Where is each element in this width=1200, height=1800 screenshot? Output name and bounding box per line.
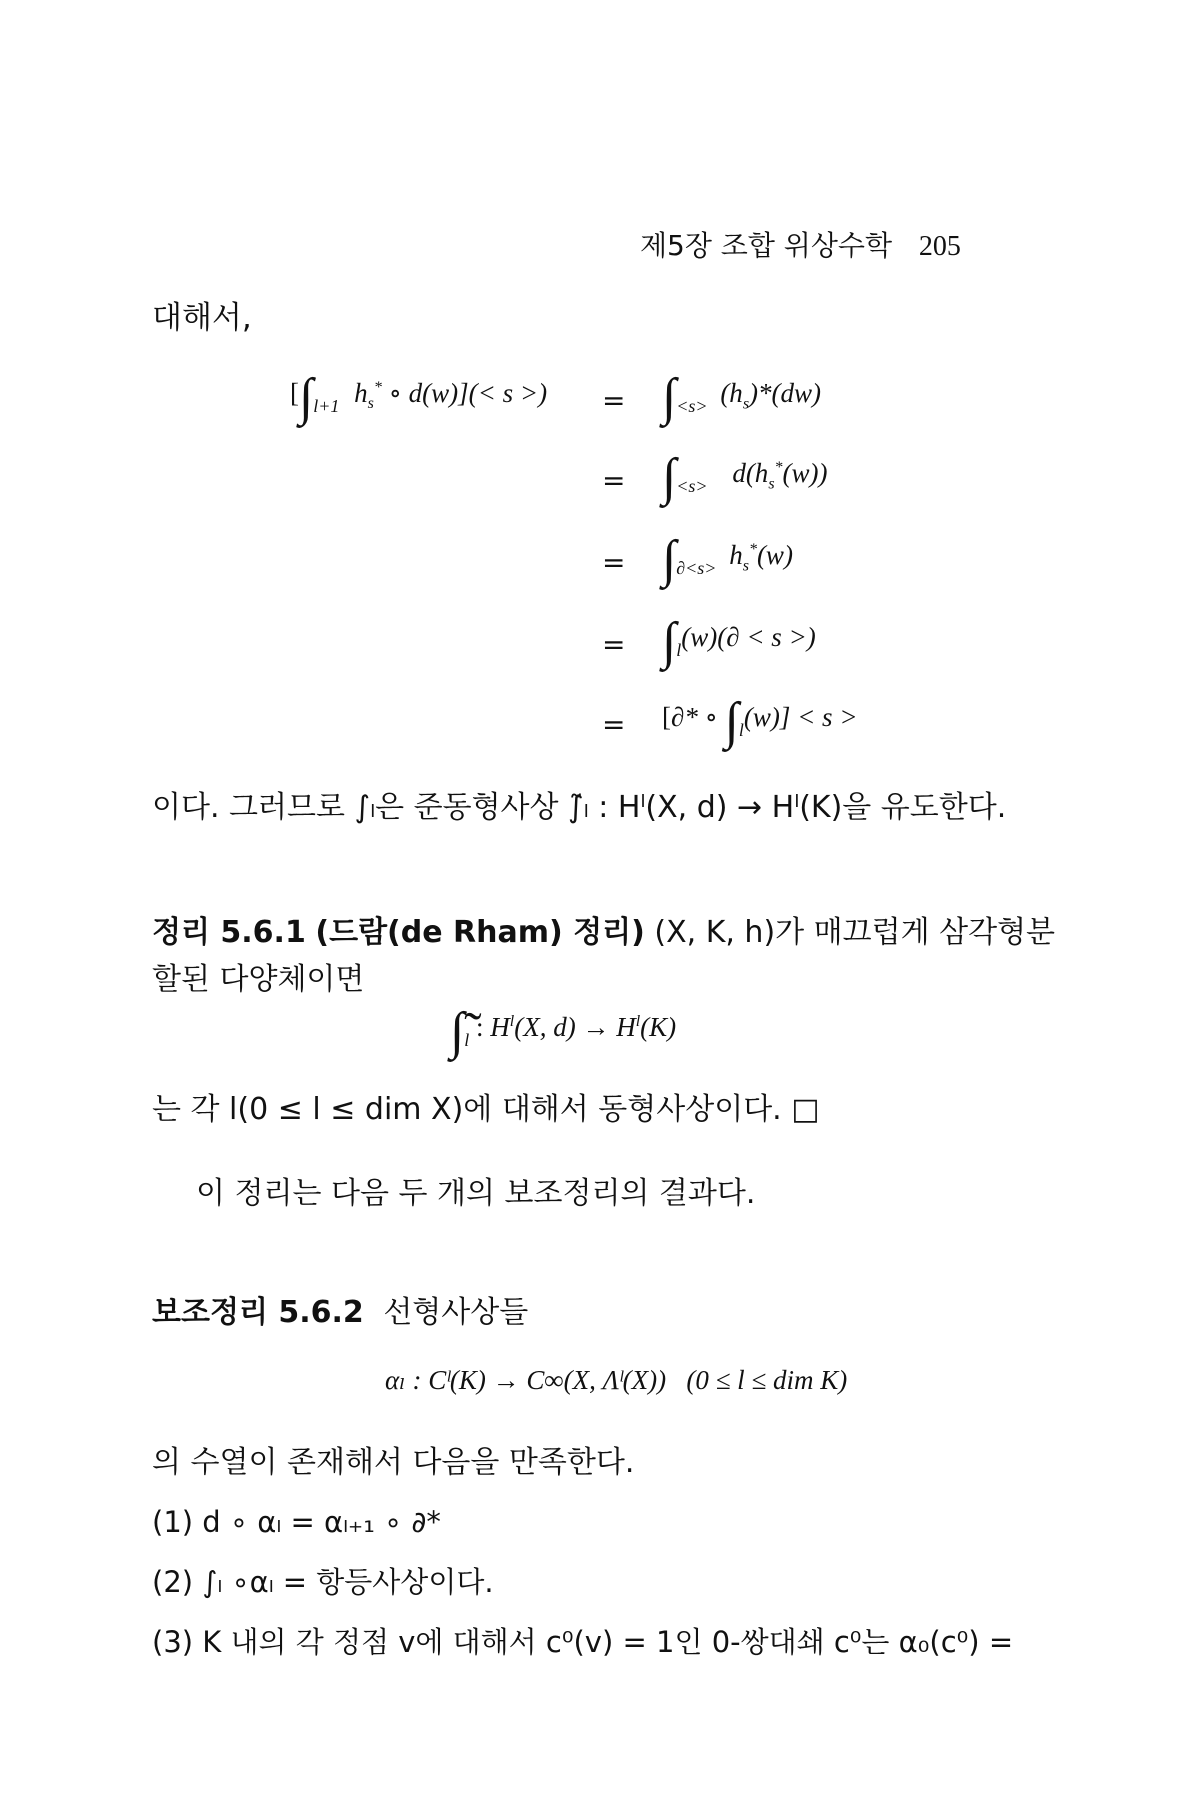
theorem-label: 정리 5.6.1: [152, 915, 306, 950]
theorem-title: (드람(de Rham) 정리): [315, 915, 645, 950]
lemma-display: αₗ : Cˡ(K) → C∞(X, Λˡ(X)) (0 ≤ l ≤ dim K): [385, 1365, 848, 1395]
lemma-heading: [152, 1295, 528, 1331]
running-header: [640, 224, 961, 264]
chapter-title: 제5장 조합 위상수학: [640, 229, 893, 262]
intro-text: 대해서,: [152, 300, 252, 336]
equals-sign: =: [602, 708, 626, 741]
derivation-step-5: [∂* ∘ $\int_l(w)] < s$ >: [662, 693, 858, 750]
lemma-item-2: (2) ∫ₗ ∘αₗ = 항등사상이다.: [152, 1565, 494, 1599]
lemma-intro: 선형사상들: [383, 1295, 529, 1330]
theorem-tail: 는 각 l(0 ≤ l ≤ dim X)에 대해서 동형사상이다. □: [152, 1092, 820, 1127]
theorem-statement: (X, K, h)가 매끄럽게 삼각형분: [654, 915, 1056, 950]
equals-sign: =: [602, 464, 626, 497]
lemma-item-1: (1) d ∘ αₗ = αₗ₊₁ ∘ ∂*: [152, 1505, 441, 1539]
remark-text: 이 정리는 다음 두 개의 보조정리의 결과다.: [196, 1176, 756, 1211]
derivation-lhs: [$\int_{l+1}$ $h_s^*$ ∘ d(w)](< s >): [290, 369, 548, 426]
conclusion-text: 이다. 그러므로 ∫ₗ은 준동형사상 ∫̃ₗ : Hˡ(X, d) → Hˡ(K)을 유도한다.: [152, 790, 1007, 825]
equals-sign: =: [602, 546, 626, 579]
theorem-line-2: 할된 다양체이면: [152, 962, 365, 997]
derivation-step-3: $\int_{\partial<s>}$ $h_s^*(w)$: [662, 531, 793, 588]
lemma-label: 보조정리 5.6.2: [152, 1295, 364, 1330]
lemma-after: 의 수열이 존재해서 다음을 만족한다.: [152, 1445, 635, 1480]
derivation-step-1: $\int_{<s>}$ $(h_s)*(dw)$: [662, 369, 822, 426]
equals-sign: =: [602, 628, 626, 661]
theorem-display: $\int̃_l$ : $H^l(X$, $d) \to H^l(K)$: [450, 1003, 677, 1060]
equals-sign: =: [602, 384, 626, 417]
derivation-step-4: $\int_l(w)(\partial < s$ >): [662, 613, 816, 670]
lemma-item-3: (3) K 내의 각 정점 v에 대해서 c⁰(v) = 1인 0-쌍대쇄 c⁰는 α₀(c⁰) =: [152, 1625, 1014, 1659]
theorem-line-1: [152, 915, 1055, 951]
page-number: 205: [918, 231, 961, 262]
derivation-step-2: $\int_{<s>}$ $d(h_s^*(w))$: [662, 449, 828, 506]
